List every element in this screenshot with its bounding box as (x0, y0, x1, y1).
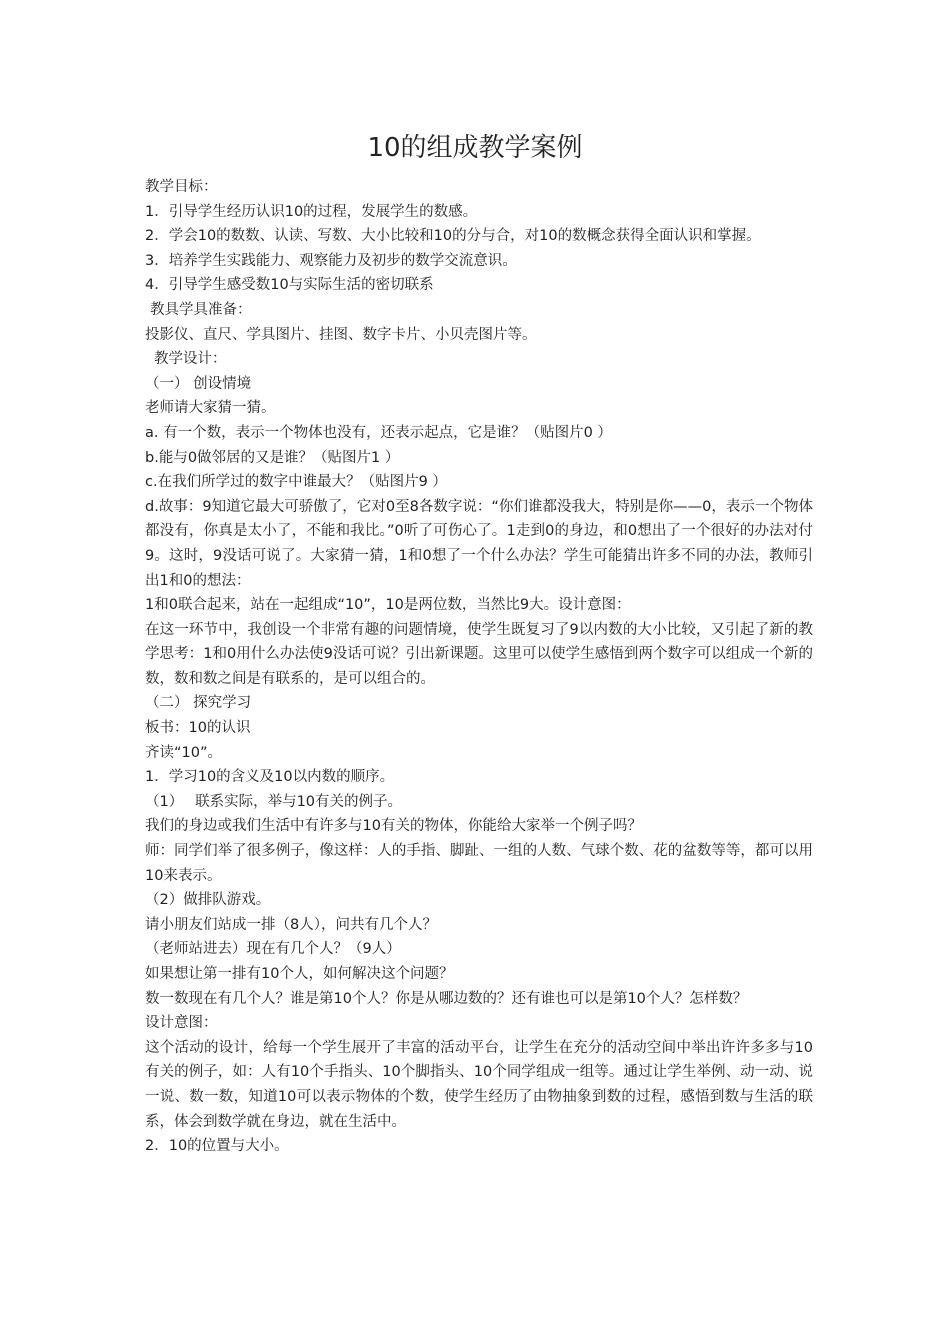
paragraph: 1．学习10的含义及10以内数的顺序。 (145, 769, 395, 786)
paragraph: d.故事：9知道它最大可骄傲了，它对0至8各数字说：“你们谁都没我大，特别是你——0，表示一个物体都没有，你真是太小了，不能和我比。”0听了可伤心了。1走到0的身边，和0想出了一个很好的办法对付9。这时，9没话可说了。大家猜一猜，1和0想了一个什么办法？学生可能猜出许多不同的办法，教师引出1和0的想法： (145, 498, 813, 589)
paragraph: （2）做排队游戏。 (145, 892, 271, 909)
paragraph: a. 有一个数，表示一个物体也没有，还表示起点，它是谁？（贴图片0 ） (145, 424, 612, 441)
paragraph: （1） 联系实际，举与10有关的例子。 (145, 793, 403, 810)
paragraph: 师：同学们举了很多例子，像这样：人的手指、脚趾、一组的人数、气球个数、花的盆数等等，都可以用10来表示。 (145, 843, 813, 884)
paragraph: c.在我们所学过的数字中谁最大？（贴图片9 ） (145, 474, 447, 491)
subsection-heading: （二） 探究学习 (145, 695, 252, 712)
paragraph: b.能与0做邻居的又是谁？（贴图片1 ） (145, 449, 400, 466)
paragraph: 这个活动的设计，给每一个学生展开了丰富的活动平台，让学生在充分的活动空间中举出许许多多与10有关的例子，如：人有10个手指头、10个脚指头、10个同学组成一组等。通过让学生举例、动一动、说一说、数一数，知道10可以表示物体的个数，使学生经历了由物抽象到数的过程，感悟到数与生活的联系，体会到数学就在身边，就在生活中。 (145, 1039, 813, 1130)
objective-item: 2．学会10的数数、认读、写数、大小比较和10的分与合，对10的数概念获得全面认识和掌握。 (145, 228, 761, 245)
paragraph: 设计意图： (145, 1015, 218, 1032)
paragraph: 1和0联合起来，站在一起组成“10”，10是两位数，当然比9大。设计意图： (145, 597, 631, 614)
objective-item: 1．引导学生经历认识10的过程，发展学生的数感。 (145, 203, 478, 220)
paragraph: （老师站进去）现在有几个人？（9人） (145, 941, 401, 958)
section-heading-design: 教学设计： (154, 351, 227, 368)
paragraph: 我们的身边或我们生活中有许多与10有关的物体，你能给大家举一个例子吗？ (145, 818, 642, 835)
document-body (145, 175, 813, 1159)
objective-item: 3．培养学生实践能力、观察能力及初步的数学交流意识。 (145, 252, 517, 269)
section-heading-materials: 教具学具准备： (150, 301, 252, 318)
paragraph: 投影仪、直尺、学具图片、挂图、数字卡片、小贝壳图片等。 (145, 326, 537, 343)
document-title: 10的组成教学案例 (367, 133, 583, 163)
paragraph: 板书：10的认识 (145, 720, 251, 737)
paragraph: 老师请大家猜一猜。 (145, 400, 276, 417)
subsection-heading: （一） 创设情境 (145, 375, 252, 392)
paragraph: 如果想让第一排有10个人，如何解决这个问题？ (145, 966, 454, 982)
paragraph: 齐读“10”。 (145, 744, 222, 761)
paragraph: 请小朋友们站成一排（8人），问共有几个人？ (145, 916, 437, 933)
paragraph: 2．10的位置与大小。 (145, 1138, 289, 1155)
section-heading-objectives: 教学目标： (145, 179, 218, 195)
paragraph: 在这一环节中，我创设一个非常有趣的问题情境，使学生既复习了9以内数的大小比较，又引起了新的教学思考：1和0用什么办法使9没话可说？引出新课题。这里可以使学生感悟到两个数字可以组成一个新的数，数和数之间是有联系的，是可以组合的。 (145, 621, 813, 687)
objective-item: 4．引导学生感受数10与实际生活的密切联系 (145, 277, 434, 294)
paragraph: 数一数现在有几个人？谁是第10个人？你是从哪边数的？还有谁也可以是第10个人？怎样数？ (145, 990, 748, 1007)
